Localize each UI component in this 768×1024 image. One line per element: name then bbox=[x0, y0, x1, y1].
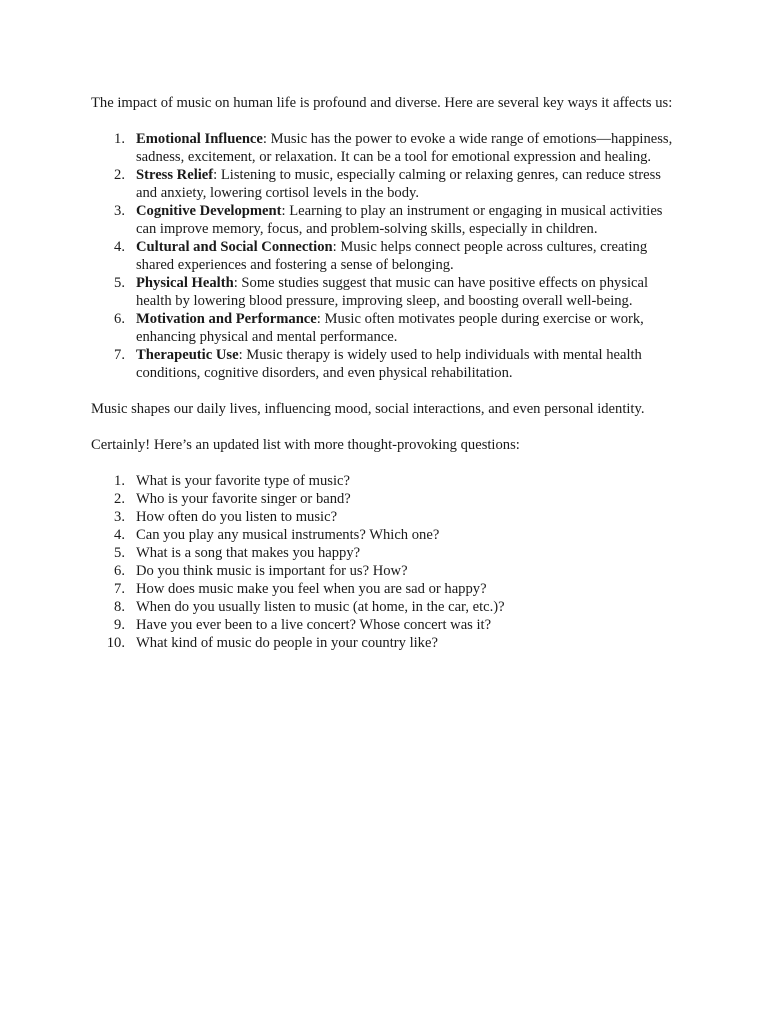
list-number: 5. bbox=[114, 275, 125, 291]
questions-intro-paragraph: Certainly! Here’s an updated list with more thought-provoking questions: bbox=[91, 437, 520, 453]
list-number: 6. bbox=[114, 311, 125, 327]
effect-text: : Music helps connect people across cultures, creating shared experiences and fostering a sense of belonging. bbox=[136, 239, 648, 273]
list-number: 3. bbox=[114, 203, 125, 219]
question-item bbox=[91, 544, 681, 562]
question-item bbox=[91, 634, 681, 652]
effect-title: Cognitive Development bbox=[136, 203, 282, 219]
question-item bbox=[91, 616, 681, 634]
effect-item bbox=[91, 310, 681, 346]
question-text: What kind of music do people in your country like? bbox=[136, 635, 438, 651]
effect-item bbox=[91, 274, 681, 310]
list-number: 9. bbox=[114, 617, 125, 633]
question-item bbox=[91, 562, 681, 580]
list-number: 4. bbox=[114, 239, 125, 255]
effect-item bbox=[91, 238, 681, 274]
question-text: How does music make you feel when you are sad or happy? bbox=[136, 581, 487, 597]
list-number: 2. bbox=[114, 167, 125, 183]
question-item bbox=[91, 490, 681, 508]
question-text: Can you play any musical instruments? Which one? bbox=[136, 527, 440, 543]
list-number: 2. bbox=[114, 491, 125, 507]
effect-title: Stress Relief bbox=[136, 167, 214, 183]
effect-text: : Music therapy is widely used to help individuals with mental health conditions, cognitive disorders, and even physical rehabilitation. bbox=[136, 347, 642, 381]
question-item bbox=[91, 598, 681, 616]
question-text: How often do you listen to music? bbox=[136, 509, 338, 525]
question-text: Have you ever been to a live concert? Whose concert was it? bbox=[136, 617, 492, 633]
question-item bbox=[91, 526, 681, 544]
effect-item bbox=[91, 346, 681, 382]
effect-text: : Some studies suggest that music can have positive effects on physical health by lowering blood pressure, improving sleep, and boosting overall well-being. bbox=[136, 275, 649, 309]
list-number: 1. bbox=[114, 131, 125, 147]
effect-title: Therapeutic Use bbox=[136, 347, 239, 363]
list-number: 1. bbox=[114, 473, 125, 489]
question-item bbox=[91, 580, 681, 598]
effect-title: Cultural and Social Connection bbox=[136, 239, 333, 255]
intro-paragraph: The impact of music on human life is profound and diverse. Here are several key ways it affects us: bbox=[91, 95, 673, 111]
question-text: Who is your favorite singer or band? bbox=[136, 491, 351, 507]
effect-item bbox=[91, 166, 681, 202]
question-text: What is your favorite type of music? bbox=[136, 473, 350, 489]
list-number: 4. bbox=[114, 527, 125, 543]
effect-title: Emotional Influence bbox=[136, 131, 263, 147]
question-item bbox=[91, 472, 681, 490]
question-item bbox=[91, 508, 681, 526]
question-text: What is a song that makes you happy? bbox=[136, 545, 361, 561]
list-number: 3. bbox=[114, 509, 125, 525]
list-number: 5. bbox=[114, 545, 125, 561]
effect-text: : Listening to music, especially calming or relaxing genres, can reduce stress and anxiety, lowering cortisol levels in the body. bbox=[136, 167, 661, 201]
list-number: 7. bbox=[114, 347, 125, 363]
effect-item bbox=[91, 202, 681, 238]
effect-title: Motivation and Performance bbox=[136, 311, 317, 327]
effect-text: : Learning to play an instrument or engaging in musical activities can improve memory, focus, and problem-solving skills, especially in children. bbox=[136, 203, 663, 237]
effect-text: : Music has the power to evoke a wide range of emotions—happiness, sadness, excitement, or relaxation. It can be a tool for emotional expression and healing. bbox=[136, 131, 673, 165]
effects-list bbox=[91, 130, 681, 382]
document-page bbox=[91, 94, 681, 652]
questions-list bbox=[91, 472, 681, 652]
question-text: When do you usually listen to music (at home, in the car, etc.)? bbox=[136, 599, 505, 615]
list-number: 10. bbox=[106, 635, 125, 651]
list-number: 8. bbox=[114, 599, 125, 615]
summary-paragraph: Music shapes our daily lives, influencing mood, social interactions, and even personal identity. bbox=[91, 401, 645, 417]
effect-title: Physical Health bbox=[136, 275, 234, 291]
effect-item bbox=[91, 130, 681, 166]
list-number: 6. bbox=[114, 563, 125, 579]
question-text: Do you think music is important for us? How? bbox=[136, 563, 408, 579]
effect-text: : Music often motivates people during exercise or work, enhancing physical and mental performance. bbox=[136, 311, 644, 345]
list-number: 7. bbox=[114, 581, 125, 597]
